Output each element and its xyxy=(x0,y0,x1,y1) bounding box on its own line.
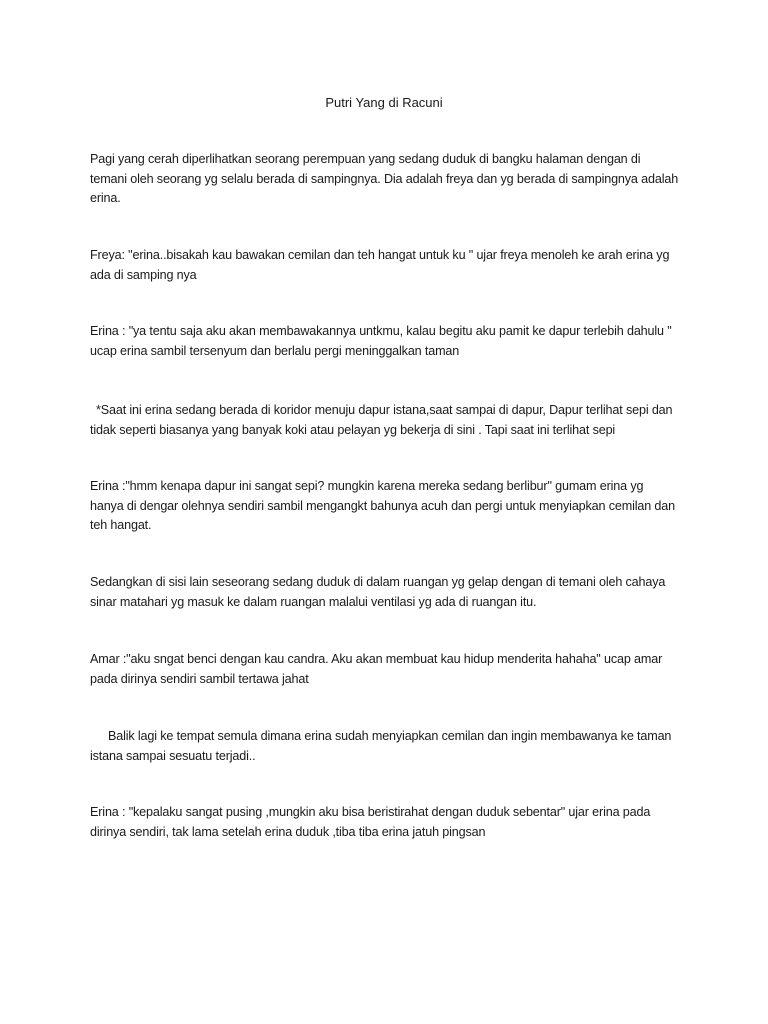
document-title: Putri Yang di Racuni xyxy=(325,95,443,110)
story-paragraph: Erina :"hmm kenapa dapur ini sangat sepi? mungkin karena mereka sedang berlibur" gumam erina yg hanya di dengar olehnya sendiri sambil mengangkt bahunya acuh dan pergi untuk menyiapkan cemilan dan teh hangat. xyxy=(90,479,675,532)
story-paragraph: Sedangkan di sisi lain seseorang sedang duduk di dalam ruangan yg gelap dengan di temani oleh cahaya sinar matahari yg masuk ke dalam ruangan malalui ventilasi yg ada di ruangan itu. xyxy=(90,575,666,609)
story-paragraph: Erina : "kepalaku sangat pusing ,mungkin aku bisa beristirahat dengan duduk sebentar" ujar erina pada dirinya sendiri, tak lama setelah erina duduk ,tiba tiba erina jatuh pingsan xyxy=(90,805,651,839)
story-paragraph: Pagi yang cerah diperlihatkan seorang perempuan yang sedang duduk di bangku halaman dengan di temani oleh seorang yg selalu berada di sampingnya. Dia adalah freya dan yg berada di sampingnya adalah erina. xyxy=(90,152,679,205)
story-paragraph: Erina : "ya tentu saja aku akan membawakannya untkmu, kalau begitu aku pamit ke dapur terlebih dahulu " ucap erina sambil tersenyum dan berlalu pergi meninggalkan taman xyxy=(90,324,672,358)
story-paragraph: Amar :"aku sngat benci dengan kau candra. Aku akan membuat kau hidup menderita hahaha" ucap amar pada dirinya sendiri sambil tertawa jahat xyxy=(90,652,663,686)
story-paragraph: Balik lagi ke tempat semula dimana erina sudah menyiapkan cemilan dan ingin membawanya ke taman istana sampai sesuatu terjadi.. xyxy=(90,729,672,763)
story-paragraph: Freya: "erina..bisakah kau bawakan cemilan dan teh hangat untuk ku " ujar freya menoleh ke arah erina yg ada di samping nya xyxy=(90,248,670,282)
story-paragraph: *Saat ini erina sedang berada di koridor menuju dapur istana,saat sampai di dapur, Dapur terlihat sepi dan tidak seperti biasanya yang banyak koki atau pelayan yg bekerja di sini . Tapi saat ini terlihat sepi xyxy=(90,403,673,437)
